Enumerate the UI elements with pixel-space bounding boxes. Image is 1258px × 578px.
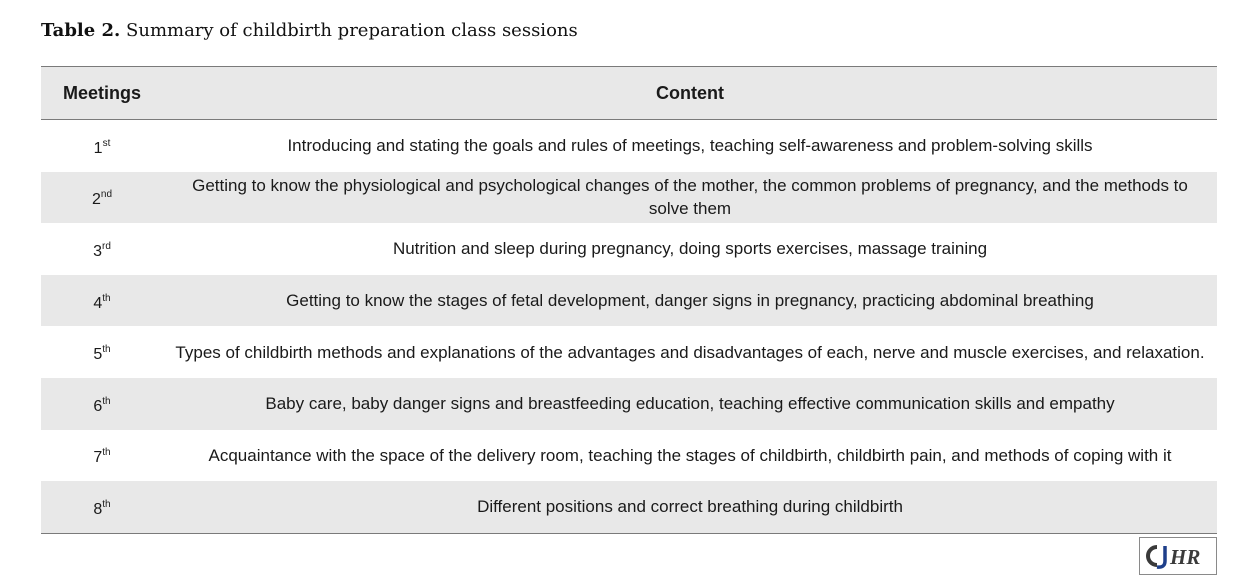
meeting-content: Types of childbirth methods and explanations of the advantages and disadvantages of each, nerve and muscle exercises, and relaxation. [175,342,1205,362]
meeting-number: 8th [93,498,111,518]
meeting-number: 7th [93,447,111,467]
table-row [41,223,1217,275]
header-content: Content [656,82,724,103]
sessions-table [41,66,1217,534]
meeting-content: Acquaintance with the space of the delivery room, teaching the stages of childbirth, childbirth pain, and methods of coping with it [208,445,1172,465]
table-row [41,326,1217,378]
table-caption [41,20,578,41]
table-row [41,172,1217,224]
header-meetings: Meetings [62,82,141,103]
cjhr-logo-mark [1143,541,1213,571]
table-row [41,378,1217,430]
caption-text: Summary of childbirth preparation class sessions [126,20,578,41]
meeting-content: Baby care, baby danger signs and breastfeeding education, teaching effective communication skills and empathy [265,394,1115,414]
meeting-content: Nutrition and sleep during pregnancy, doing sports exercises, massage training [392,239,988,259]
meeting-number: 1st [93,137,111,157]
table-row [41,481,1217,533]
meeting-content: Introducing and stating the goals and rules of meetings, teaching self-awareness and problem-solving skills [287,136,1093,156]
meeting-number: 3rd [93,240,111,260]
meeting-content: Getting to know the physiological and psychological changes of the mother, the common problems of pregnancy, and the methods to solve them [192,176,1188,219]
meeting-content: Different positions and correct breathing during childbirth [477,497,903,517]
meeting-content: Getting to know the stages of fetal development, danger signs in pregnancy, practicing abdominal breathing [286,291,1094,311]
meeting-number: 4th [93,292,111,312]
meeting-number: 6th [93,395,111,415]
svg-text:HR: HR [1170,545,1201,569]
caption-label: Table 2. [41,20,121,41]
table-header-row [41,67,1217,120]
table-row [41,275,1217,327]
meeting-number: 2nd [91,189,113,209]
table-row [41,430,1217,482]
meeting-number: 5th [93,344,111,364]
cjhr-logo [1139,537,1217,575]
table-row [41,120,1217,172]
